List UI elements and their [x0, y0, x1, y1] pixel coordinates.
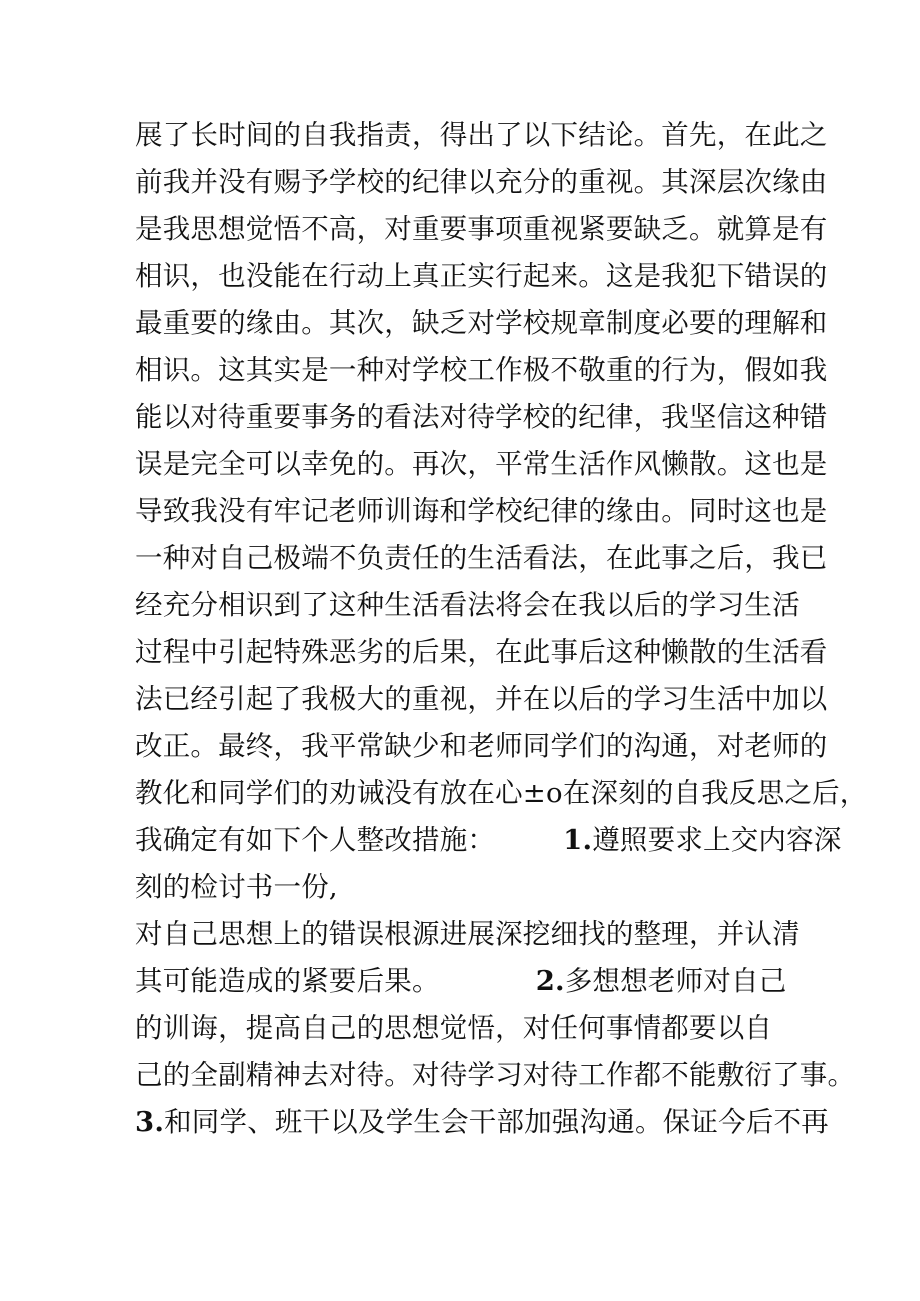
measures-intro-text: 我确定有如下个人整改措施：	[135, 824, 496, 856]
body-text-line: 改正。最终，我平常缺少和老师同学们的沟通，对老师的	[135, 730, 828, 762]
body-text-line: 刻的检讨书一份,	[135, 871, 338, 903]
body-text-line: 法已经引起了我极大的重视，并在以后的学习生活中加以	[135, 683, 828, 715]
body-text-line: 展了长时间的自我指责，得出了以下结论。首先，在此之	[135, 119, 828, 151]
body-text-line: 一种对自己极端不负责任的生活看法，在此事之后，我已	[135, 542, 828, 574]
body-text-line: 导致我没有牢记老师训诲和学校纪律的缘由。同时这也是	[135, 495, 828, 527]
body-text-line: 教化和同学们的劝诫没有放在心±o在深刻的自我反思之后，	[135, 777, 868, 809]
measures-intro-line	[135, 824, 842, 856]
body-text-line: 相识。这其实是一种对学校工作极不敬重的行为，假如我	[135, 354, 828, 386]
measure-number-2: 2.	[535, 965, 565, 997]
consequence-text: 其可能造成的紧要后果。	[135, 965, 440, 997]
body-text-line: 是我思想觉悟不高，对重要事项重视紧要缺乏。就算是有	[135, 213, 828, 245]
body-text-line: 过程中引起特殊恶劣的后果，在此事后这种懒散的生活看	[135, 636, 828, 668]
measure-number-1: 1.	[563, 824, 593, 856]
measure-number-3: 3.	[135, 1106, 165, 1138]
measure-2-line	[135, 965, 786, 997]
body-text-line: 对自己思想上的错误根源进展深挖细找的整理，并认清	[135, 918, 800, 950]
measure-1-text: 遵照要求上交内容深	[592, 824, 842, 856]
body-text-line: 己的全副精神去对待。对待学习对待工作都不能敷衍了事。	[135, 1059, 856, 1091]
body-text-line: 误是完全可以幸免的。再次，平常生活作风懒散。这也是	[135, 448, 828, 480]
measure-2-text: 多想想老师对自己	[564, 965, 787, 997]
body-text-line: 最重要的缘由。其次，缺乏对学校规章制度必要的理解和	[135, 307, 828, 339]
measure-3-line	[135, 1106, 829, 1138]
body-text-line: 经充分相识到了这种生活看法将会在我以后的学习生活	[135, 589, 800, 621]
body-text-line: 能以对待重要事务的看法对待学校的纪律，我坚信这种错	[135, 401, 828, 433]
body-text-line: 前我并没有赐予学校的纪律以充分的重视。其深层次缘由	[135, 166, 828, 198]
measure-3-text: 和同学、班干以及学生会干部加强沟通。保证今后不再	[164, 1106, 829, 1138]
body-text-line: 的训诲，提高自己的思想觉悟，对任何事情都要以自	[135, 1012, 773, 1044]
body-text-line: 相识，也没能在行动上真正实行起来。这是我犯下错误的	[135, 260, 828, 292]
